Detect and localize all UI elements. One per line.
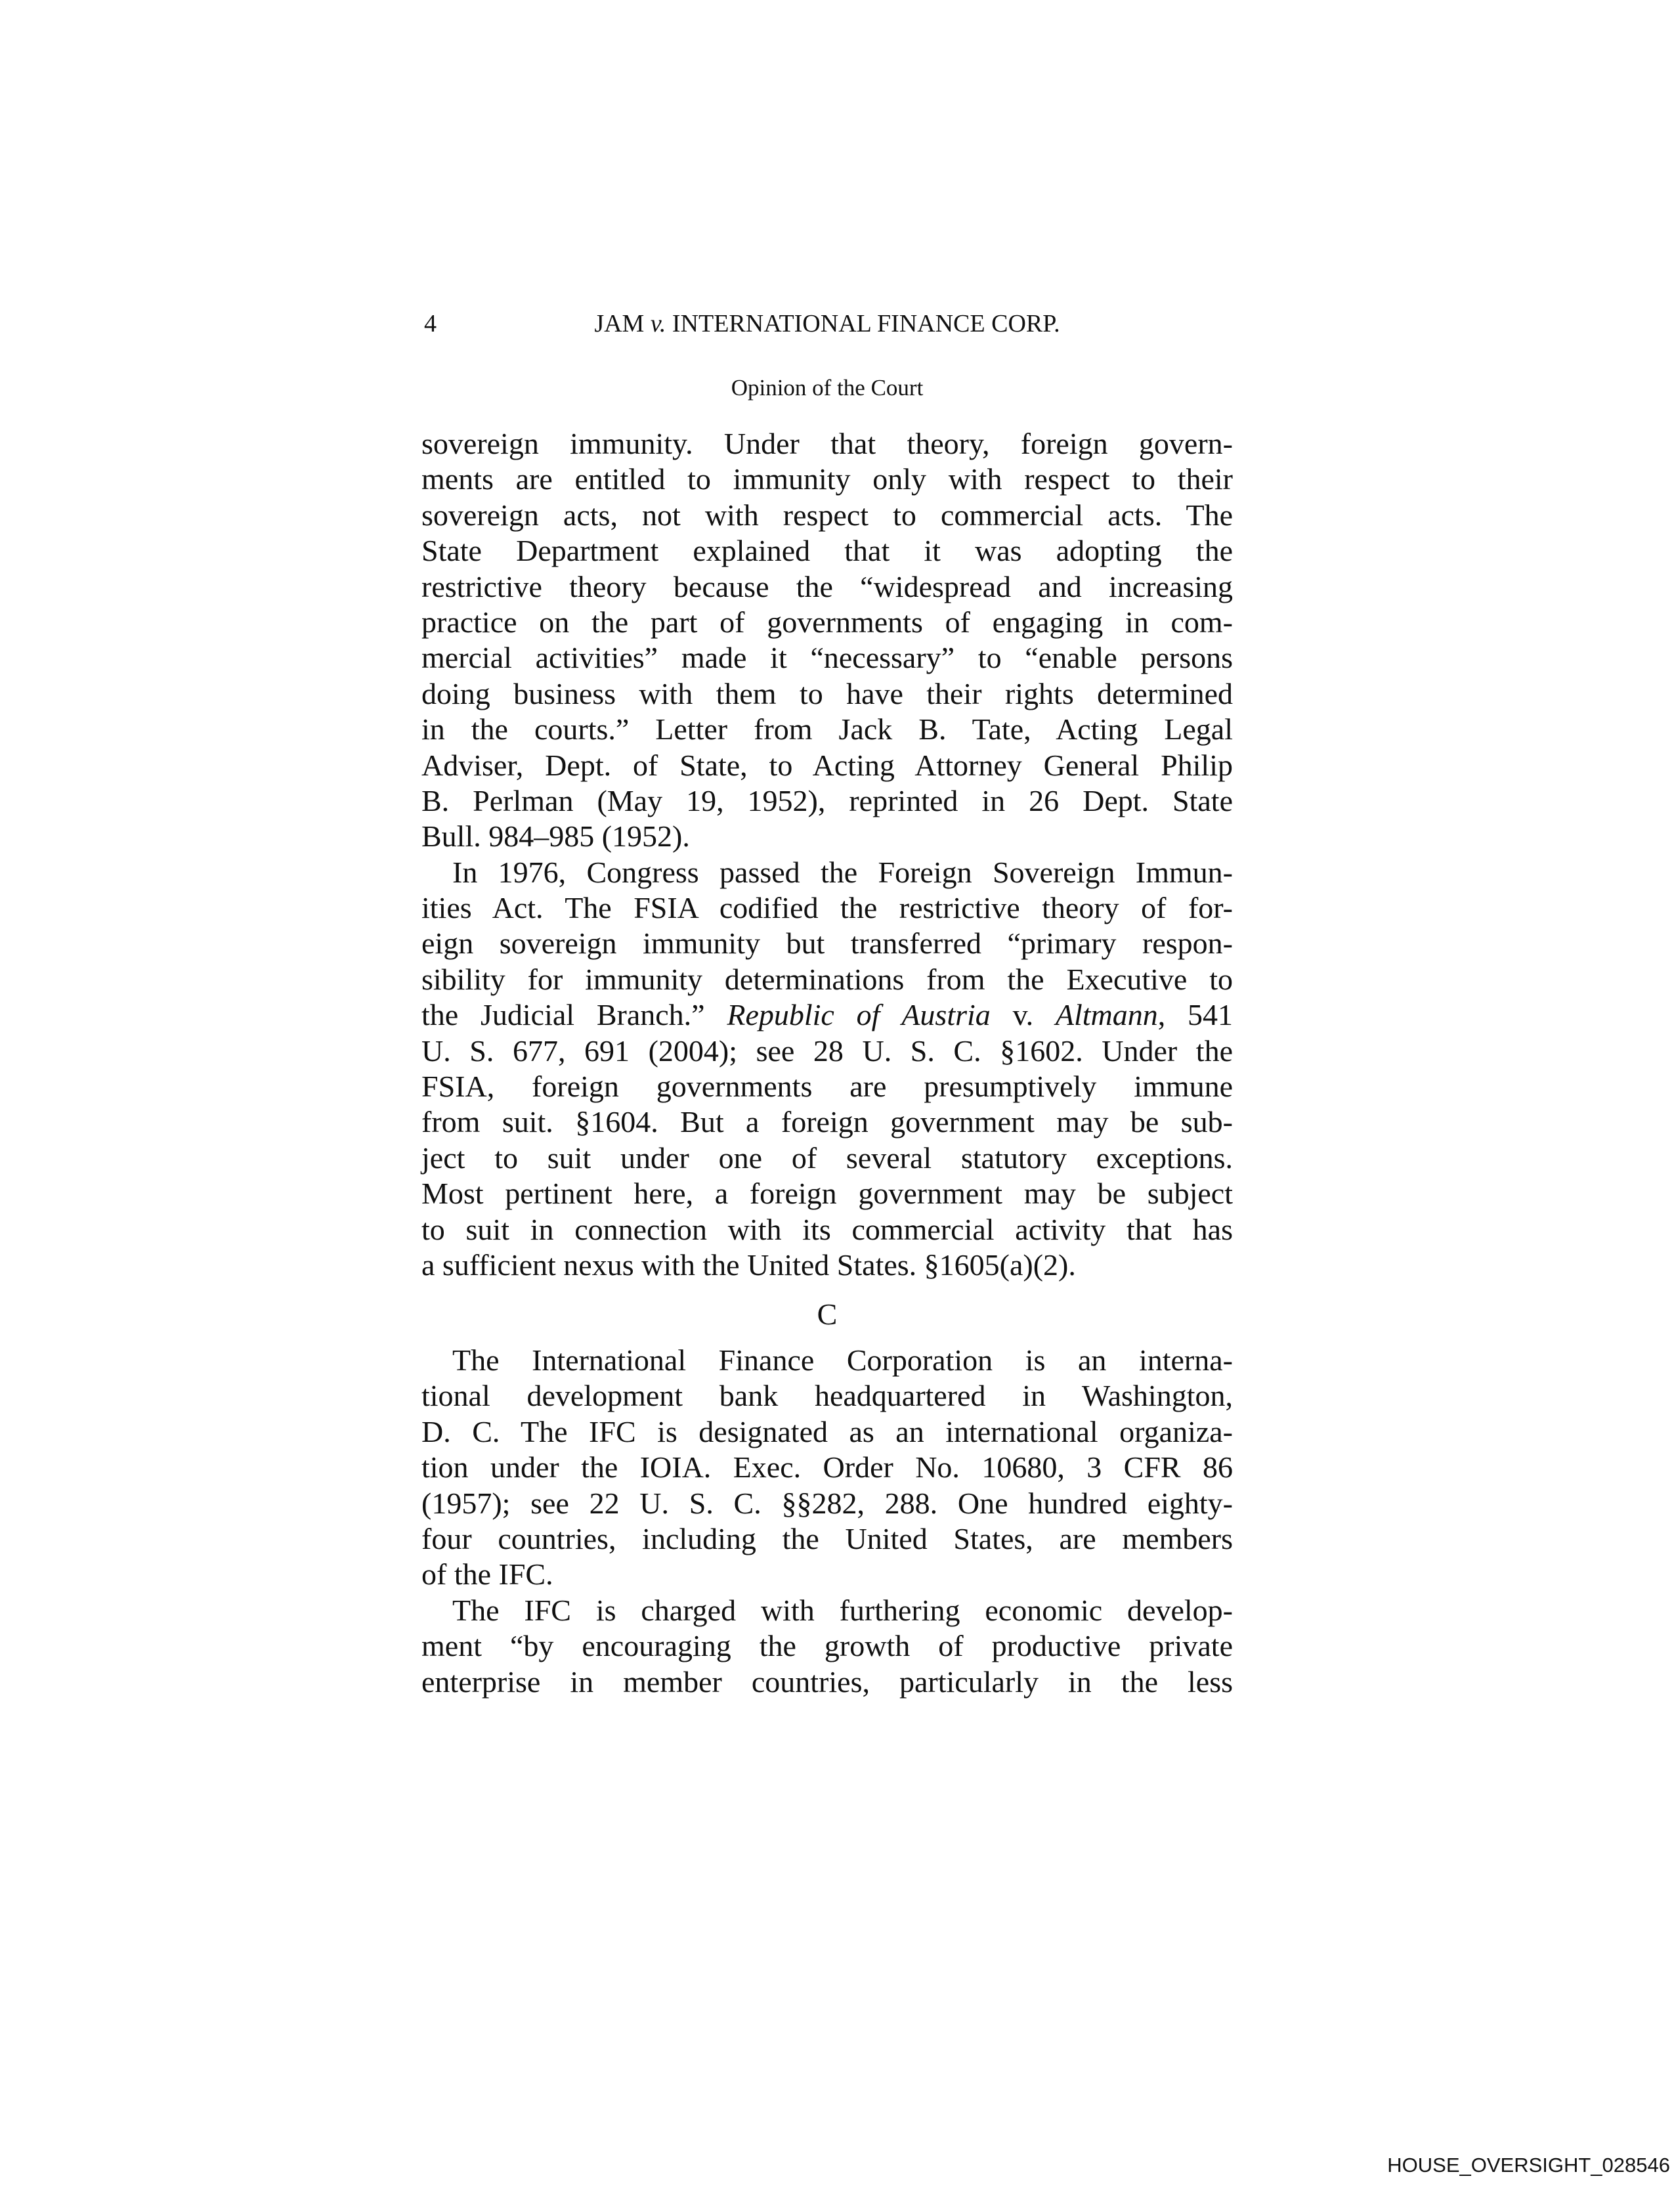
case-name-italic: Republic of Austria (727, 998, 991, 1032)
running-header-case-title (421, 307, 1233, 340)
text-line (421, 1628, 1233, 1664)
text-line (421, 997, 1233, 1033)
text-segment: doing business with them to have their rights determined (421, 676, 1233, 710)
opinion-text-block-1 (421, 426, 1233, 1283)
text-line (421, 748, 1233, 783)
text-line (421, 462, 1233, 497)
text-line (421, 1593, 1233, 1628)
case-name-italic: Altmann (1055, 998, 1158, 1032)
text-line (421, 676, 1233, 712)
text-line (421, 605, 1233, 640)
opinion-text-block-2 (421, 1343, 1233, 1700)
text-segment: ject to suit under one of several statutory exceptions. (421, 1140, 1233, 1175)
text-line (421, 819, 1233, 854)
text-line (421, 640, 1233, 676)
text-line (421, 1247, 1233, 1283)
case-party: JAM (594, 310, 645, 337)
text-line (421, 855, 1233, 890)
text-segment: enterprise in member countries, particularly in the less (421, 1664, 1233, 1699)
text-line (421, 926, 1233, 961)
text-segment: B. Perlman (May 19, 1952), reprinted in 26 Dept. State (421, 783, 1233, 817)
text-line (421, 1033, 1233, 1069)
text-segment: (1957); see 22 U. S. C. §§282, 288. One hundred eighty- (421, 1486, 1233, 1520)
text-segment: sovereign immunity. Under that theory, foreign govern- (421, 427, 1233, 460)
text-line (421, 783, 1233, 819)
text-segment: to suit in connection with its commercial activity that has (421, 1212, 1233, 1246)
case-party: INTERNATIONAL FINANCE CORP. (672, 310, 1060, 337)
text-segment: , 541 (1157, 998, 1234, 1032)
text-segment: tion under the IOIA. Exec. Order No. 10680, 3 CFR 86 (421, 1450, 1233, 1485)
text-line (421, 1450, 1233, 1485)
text-line (421, 1414, 1233, 1450)
text-segment: four countries, including the United States, are members (421, 1521, 1233, 1555)
text-line (421, 890, 1233, 926)
bates-number: HOUSE_OVERSIGHT_028546 (1387, 2154, 1670, 2177)
text-segment: sibility for immunity determinations from the Executive to (421, 962, 1233, 996)
text-segment: tional development bank headquartered in Washington, (421, 1379, 1233, 1413)
text-segment: In 1976, Congress passed the Foreign Sovereign Immun- (452, 855, 1233, 889)
text-segment: eign sovereign immunity but transferred “primary respon- (421, 926, 1233, 961)
text-line (421, 962, 1233, 997)
text-segment: Most pertinent here, a foreign government may be subject (421, 1177, 1233, 1211)
text-segment: mercial activities” made it “necessary” to “enable persons (421, 641, 1233, 675)
text-line (421, 1664, 1233, 1700)
text-segment: from suit. §1604. But a foreign government may be sub- (421, 1105, 1233, 1139)
text-segment: D. C. The IFC is designated as an international organiza- (421, 1414, 1233, 1448)
text-segment: of the IFC. (421, 1557, 553, 1592)
text-segment: U. S. 677, 691 (2004); see 28 U. S. C. §1602. Under the (421, 1033, 1233, 1068)
text-line (421, 426, 1233, 462)
versus: v. (650, 310, 666, 337)
text-segment: ment “by encouraging the growth of productive private (421, 1629, 1233, 1663)
text-segment: The International Finance Corporation is an interna- (452, 1343, 1233, 1377)
text-line (421, 1557, 1233, 1592)
text-line (421, 498, 1233, 533)
text-line (421, 569, 1233, 605)
text-line (421, 1104, 1233, 1140)
text-segment: practice on the part of governments of engaging in com- (421, 605, 1233, 639)
text-segment: a sufficient nexus with the United States. §1605(a)(2). (421, 1247, 1076, 1282)
text-segment: in the courts.” Letter from Jack B. Tate, Acting Legal (421, 712, 1233, 747)
page-number: 4 (424, 310, 437, 337)
text-segment: State Department explained that it was adopting the (421, 534, 1233, 568)
text-line (421, 1140, 1233, 1176)
text-line (421, 1069, 1233, 1104)
text-line (421, 1212, 1233, 1247)
text-line (421, 1378, 1233, 1414)
text-segment: v. (990, 998, 1056, 1032)
section-heading: C (817, 1297, 838, 1331)
text-line (421, 1176, 1233, 1211)
text-segment: ments are entitled to immunity only with respect to their (421, 462, 1233, 496)
text-line (421, 1486, 1233, 1521)
text-segment: The IFC is charged with furthering economic develop- (452, 1593, 1233, 1627)
text-line (421, 533, 1233, 569)
text-segment: restrictive theory because the “widespread and increasing (421, 569, 1233, 603)
text-line (421, 712, 1233, 747)
text-segment: Bull. 984–985 (1952). (421, 819, 690, 854)
text-segment: FSIA, foreign governments are presumptively immune (421, 1070, 1233, 1104)
text-segment: the Judicial Branch.” (421, 998, 727, 1032)
text-line (421, 1343, 1233, 1378)
text-segment: ities Act. The FSIA codified the restrictive theory of for- (421, 891, 1233, 925)
opinion-label: Opinion of the Court (731, 375, 924, 401)
text-line (421, 1521, 1233, 1557)
text-segment: sovereign acts, not with respect to commercial acts. The (421, 498, 1233, 532)
text-segment: Adviser, Dept. of State, to Acting Attorney General Philip (421, 748, 1233, 782)
